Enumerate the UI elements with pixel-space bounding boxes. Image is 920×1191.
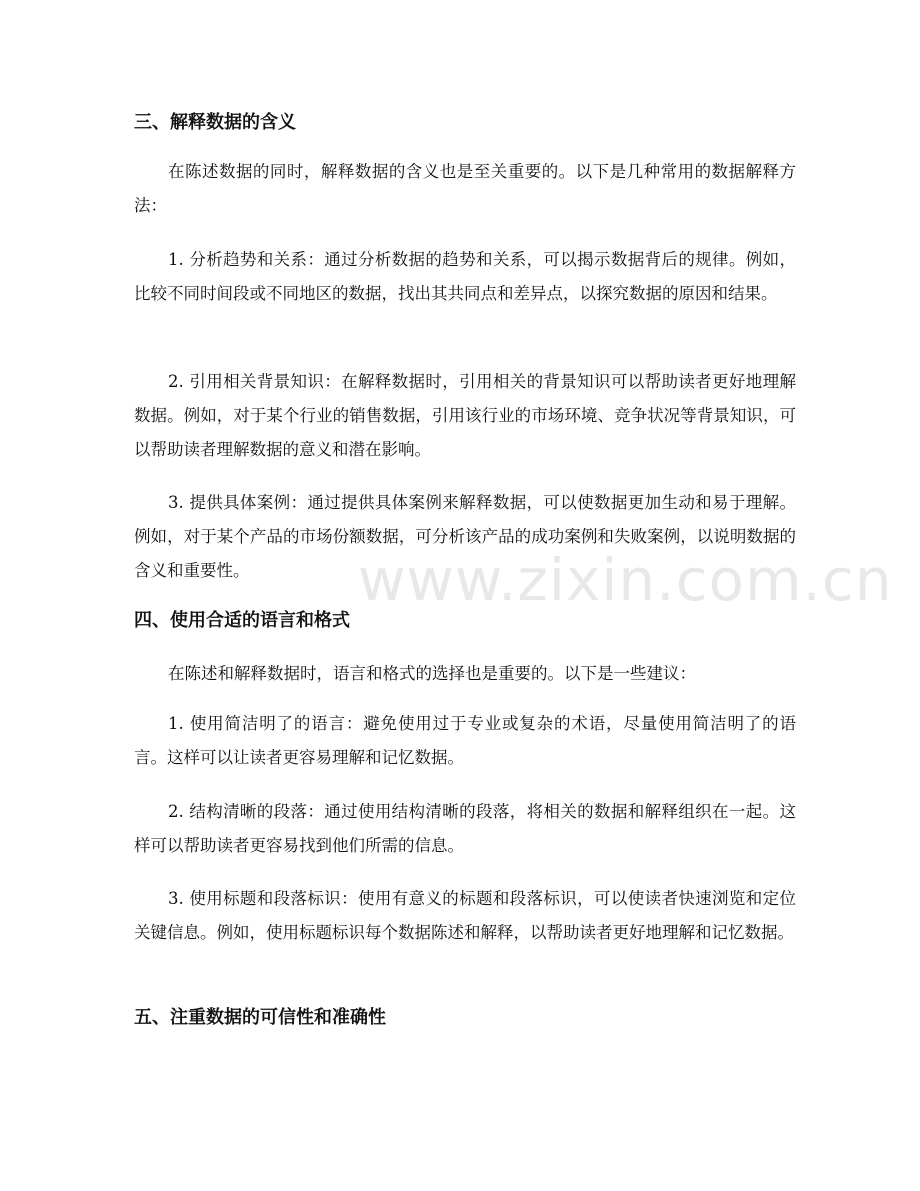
section-4-intro: 在陈述和解释数据时，语言和格式的选择也是重要的。以下是一些建议： — [168, 664, 696, 683]
section-3-item-1: 1. 分析趋势和关系：通过分析数据的趋势和关系，可以揭示数据背后的规律。例如，比较不同时间段或不同地区的数据，找出其共同点和差异点，以探究数据的原因和结果。 — [134, 250, 796, 303]
section-3-item-2: 2. 引用相关背景知识：在解释数据时，引用相关的背景知识可以帮助读者更好地理解数据。例如，对于某个行业的销售数据，引用该行业的市场环境、竞争状况等背景知识，可以帮助读者理解数据的意义和潜在影响。 — [134, 372, 796, 459]
section-3-intro: 在陈述数据的同时，解释数据的含义也是至关重要的。以下是几种常用的数据解释方法： — [134, 162, 796, 215]
section-5-heading: 五、注重数据的可信性和准确性 — [134, 1007, 386, 1028]
section-4-item-1: 1. 使用简洁明了的语言：避免使用过于专业或复杂的术语，尽量使用简洁明了的语言。这样可以让读者更容易理解和记忆数据。 — [134, 714, 796, 767]
section-4-heading: 四、使用合适的语言和格式 — [134, 610, 350, 631]
watermark: www.zixin.com.cn — [358, 546, 893, 614]
section-3-heading: 三、解释数据的含义 — [134, 112, 296, 133]
section-3-item-3: 3. 提供具体案例：通过提供具体案例来解释数据，可以使数据更加生动和易于理解。例如，对于某个产品的市场份额数据，可分析该产品的成功案例和失败案例，以说明数据的含义和重要性。 — [134, 493, 796, 580]
section-4-item-3: 3. 使用标题和段落标识：使用有意义的标题和段落标识，可以使读者快速浏览和定位关键信息。例如，使用标题标识每个数据陈述和解释，以帮助读者更好地理解和记忆数据。 — [134, 889, 796, 942]
section-4-item-2: 2. 结构清晰的段落：通过使用结构清晰的段落，将相关的数据和解释组织在一起。这样可以帮助读者更容易找到他们所需的信息。 — [134, 802, 796, 855]
